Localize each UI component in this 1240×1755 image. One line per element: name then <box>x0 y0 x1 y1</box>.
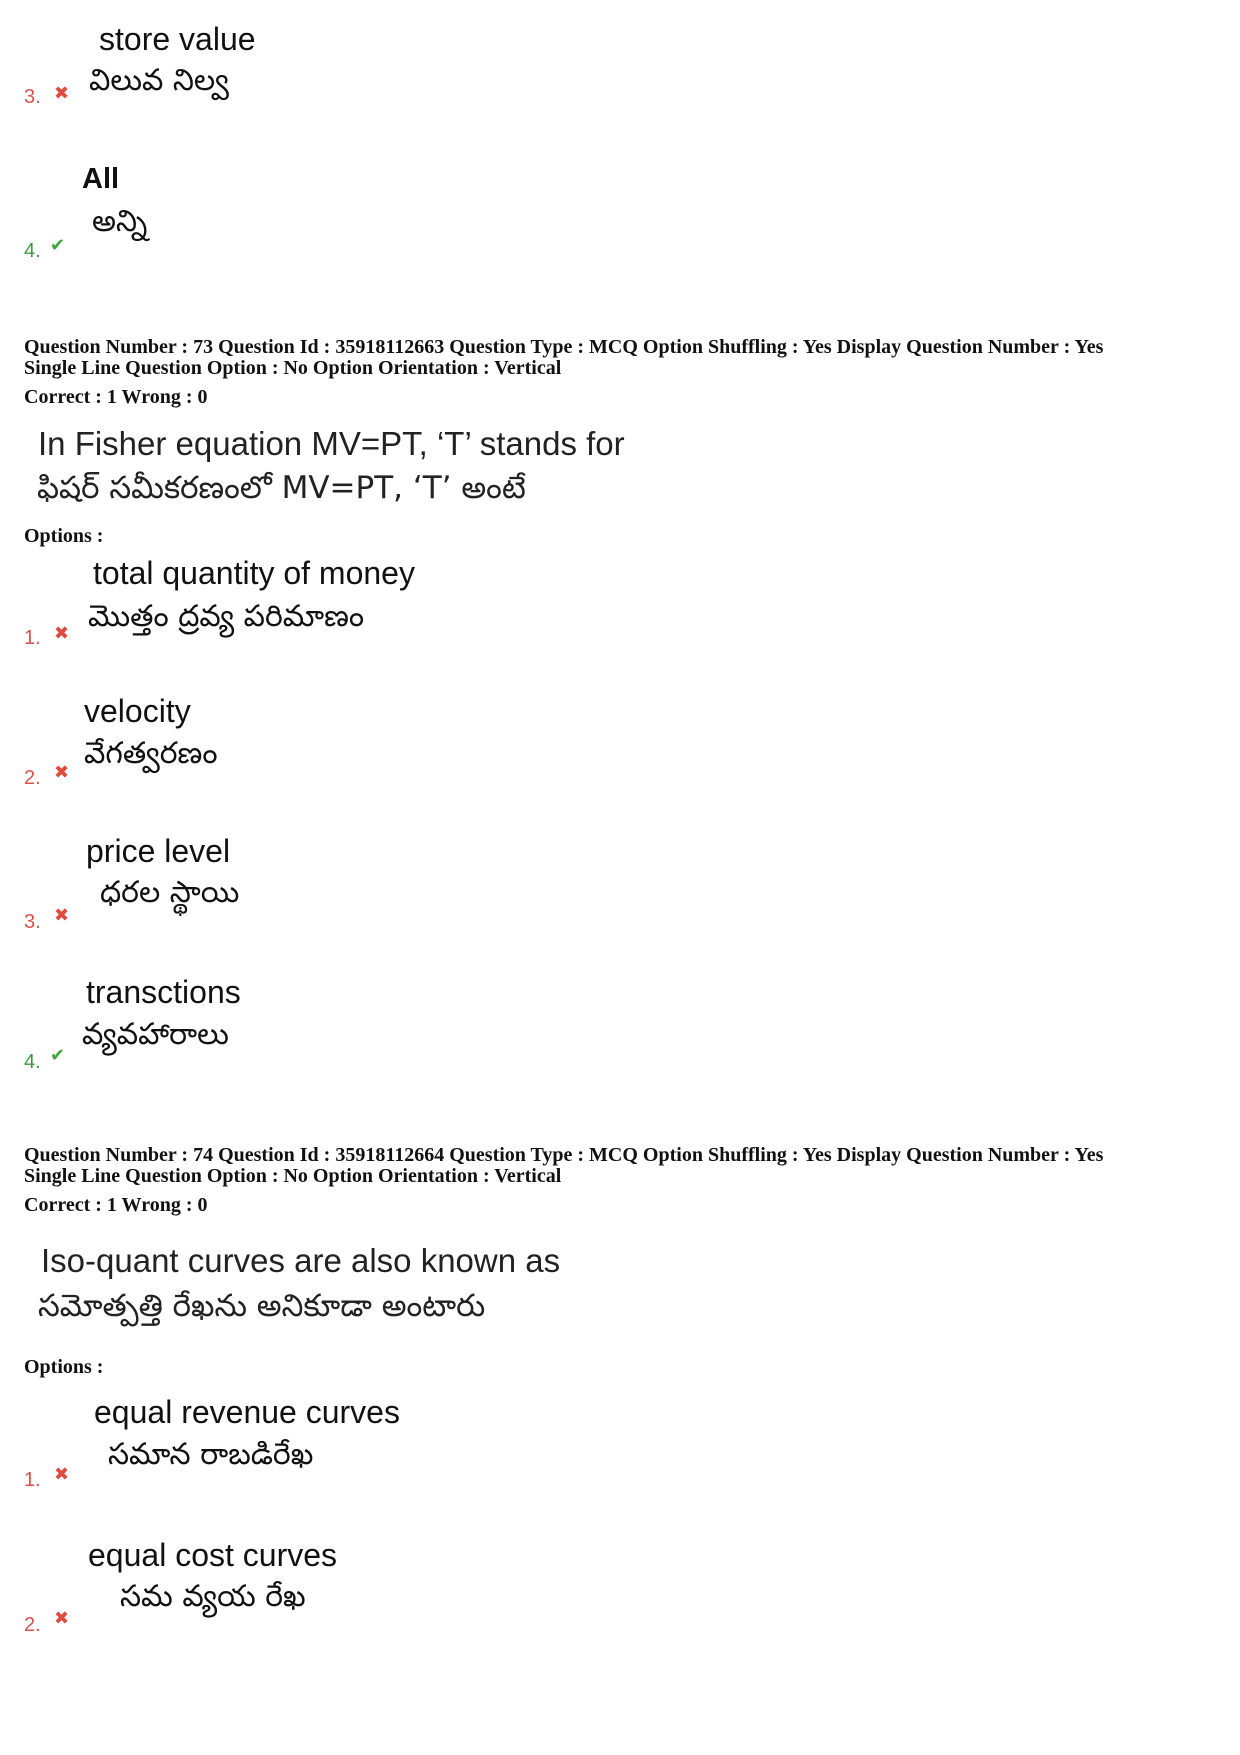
options-label: Options : <box>24 1356 104 1378</box>
option-telugu-text: ధరల స్థాయి <box>100 875 240 910</box>
option-english-text: equal revenue curves <box>94 1394 400 1430</box>
cross-icon: ✖ <box>54 623 70 644</box>
option-number: 3. <box>24 911 41 933</box>
option-number: 4. <box>24 1051 41 1073</box>
option-telugu-text: వ్యవహారాలు <box>82 1017 229 1052</box>
question-text-english: In Fisher equation MV=PT, ‘T’ stands for <box>38 425 625 462</box>
question-text-telugu: సమోత్పత్తి రేఖను అనికూడా అంటారు <box>38 1288 486 1324</box>
question-meta-line-2: Single Line Question Option : No Option Orientation : Vertical <box>24 1165 562 1187</box>
cross-icon: ✖ <box>54 1464 70 1485</box>
option-english-text: store value <box>99 21 256 57</box>
check-icon: ✔ <box>50 1045 66 1066</box>
question-meta-line-1: Question Number : 73 Question Id : 35918112663 Question Type : MCQ Option Shuffling : Yes Display Question Number : Yes <box>24 336 1104 358</box>
option-english-text: velocity <box>84 693 191 729</box>
option-english-text: transctions <box>86 974 241 1010</box>
check-icon: ✔ <box>50 235 66 256</box>
option-english-text: price level <box>86 833 231 869</box>
option-number: 2. <box>24 1614 41 1636</box>
option-number: 2. <box>24 767 41 789</box>
option-number: 4. <box>24 240 41 262</box>
option-telugu-text: విలువ నిల్వ <box>89 63 229 98</box>
question-meta-line-1: Question Number : 74 Question Id : 35918112664 Question Type : MCQ Option Shuffling : Yes Display Question Number : Yes <box>24 1144 1104 1166</box>
question-text-telugu: ఫిషర్ సమీకరణంలో MV=PT, ‘T’ అంటే <box>37 470 526 506</box>
option-telugu-text: వేగత్వరణం <box>84 736 218 771</box>
score-line: Correct : 1 Wrong : 0 <box>24 1194 208 1216</box>
option-number: 3. <box>24 86 41 108</box>
option-telugu-text: మొత్తం ద్రవ్య పరిమాణం <box>88 599 365 634</box>
option-telugu-text: సమ వ్యయ రేఖ <box>120 1579 306 1614</box>
option-english-text: total quantity of money <box>93 555 415 591</box>
cross-icon: ✖ <box>54 905 70 926</box>
option-telugu-text: అన్ని <box>92 204 148 239</box>
option-number: 1. <box>24 627 41 649</box>
cross-icon: ✖ <box>54 83 70 104</box>
cross-icon: ✖ <box>54 762 70 783</box>
score-line: Correct : 1 Wrong : 0 <box>24 386 208 408</box>
option-english-text: equal cost curves <box>88 1537 338 1573</box>
question-text-english: Iso-quant curves are also known as <box>41 1242 561 1279</box>
option-english-text: All <box>82 163 120 195</box>
question-meta-line-2: Single Line Question Option : No Option Orientation : Vertical <box>24 357 562 379</box>
option-number: 1. <box>24 1469 41 1491</box>
cross-icon: ✖ <box>54 1608 70 1629</box>
options-label: Options : <box>24 525 104 547</box>
option-telugu-text: సమాన రాబడిరేఖ <box>108 1437 314 1472</box>
